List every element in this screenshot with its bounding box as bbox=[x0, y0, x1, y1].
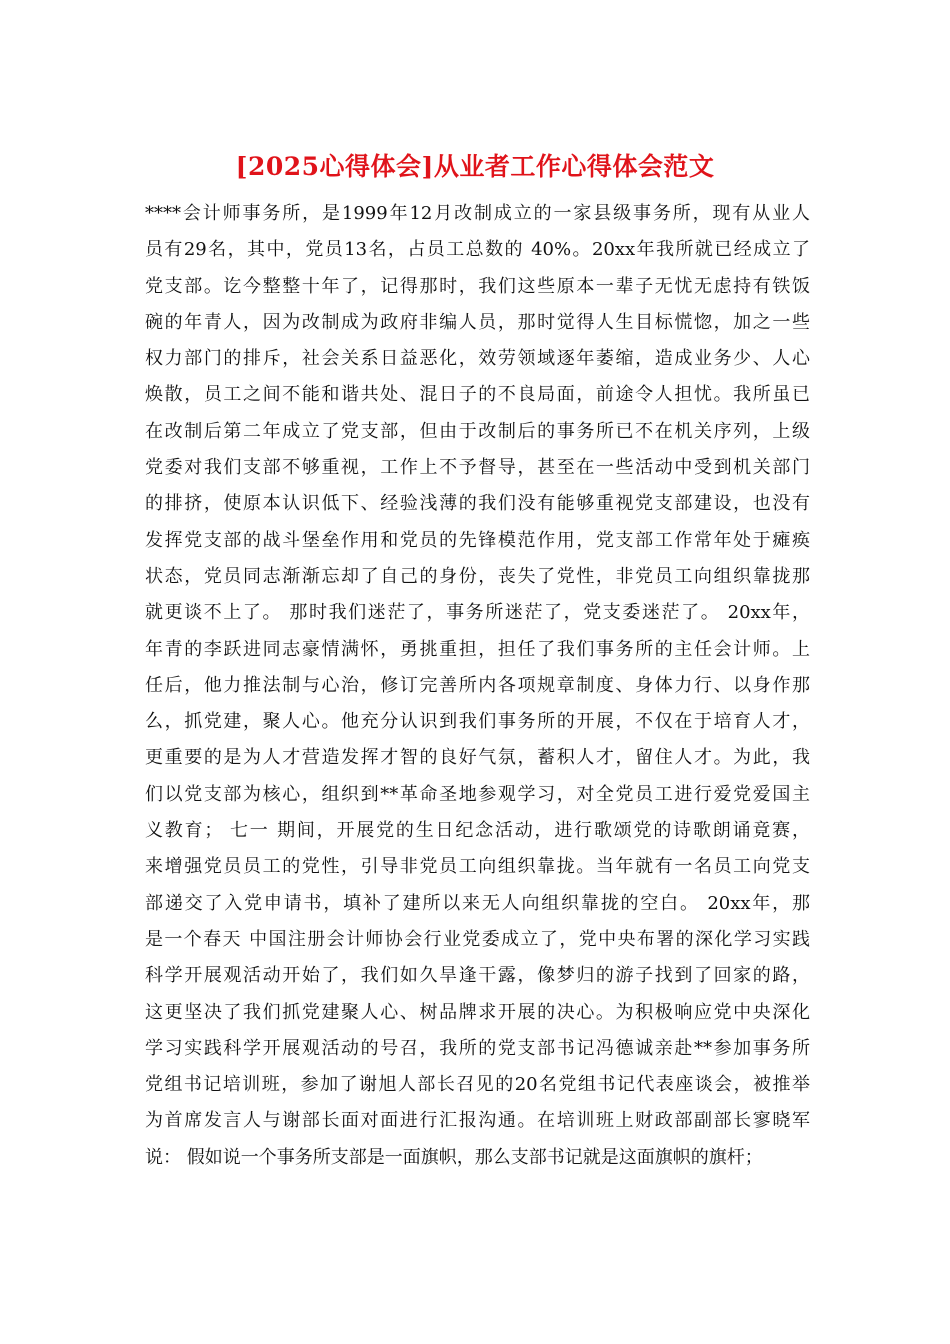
body-line: 学习实践科学开展观活动的号召，我所的党支部书记冯德诚亲赴**参加事务所 bbox=[145, 1037, 810, 1059]
body-line: 为首席发言人与谢部长面对面进行汇报沟通。在培训班上财政部副部长寥晓军 bbox=[145, 1110, 810, 1132]
body-line: 么，抓党建，聚人心。他充分认识到我们事务所的开展，不仅在于培育人才， bbox=[145, 711, 810, 733]
body-line: 焕散，员工之间不能和谐共处、混日子的不良局面，前途令人担忧。我所虽已 bbox=[145, 384, 810, 406]
body-line: 部递交了入党申请书，填补了建所以来无人向组织靠拢的空白。 20xx年，那 bbox=[145, 892, 810, 914]
body-line: 党组书记培训班，参加了谢旭人部长召见的20名党组书记代表座谈会，被推举 bbox=[145, 1074, 810, 1096]
body-line: 状态，党员同志渐渐忘却了自己的身份，丧失了党性，非党员工向组织靠拢那 bbox=[145, 565, 810, 587]
document-body bbox=[145, 196, 810, 1176]
body-line: 说： 假如说一个事务所支部是一面旗帜，那么支部书记就是这面旗帜的旗杆； bbox=[145, 1146, 763, 1168]
document-title: [2025心得体会]从业者工作心得体会范文 bbox=[235, 152, 715, 181]
body-line: 任后，他力推法制与心治，修订完善所内各项规章制度、身体力行、以身作那 bbox=[145, 674, 810, 696]
body-line: 的排挤，使原本认识低下、经验浅薄的我们没有能够重视党支部建设，也没有 bbox=[145, 493, 810, 515]
body-line: 科学开展观活动开始了，我们如久旱逢干露，像梦归的游子找到了回家的路， bbox=[145, 965, 810, 987]
body-line: 员有29名，其中，党员13名，占员工总数的 40%。20xx年我所就已经成立了 bbox=[145, 239, 810, 261]
body-line: 是一个春天 中国注册会计师协会行业党委成立了，党中央布署的深化学习实践 bbox=[145, 928, 810, 950]
body-line: 更重要的是为人才营造发挥才智的良好气氛，蓄积人才，留住人才。为此，我 bbox=[145, 747, 810, 769]
body-line: 碗的年青人，因为改制成为政府非编人员，那时觉得人生目标慌惚，加之一些 bbox=[145, 311, 810, 333]
body-line: 党支部。讫今整整十年了，记得那时，我们这些原本一辈子无忧无虑持有铁饭 bbox=[145, 275, 810, 297]
body-line: 们以党支部为核心，组织到**革命圣地参观学习，对全党员工进行爱党爱国主 bbox=[145, 783, 810, 805]
body-line: 在改制后第二年成立了党支部，但由于改制后的事务所已不在机关序列，上级 bbox=[145, 420, 810, 442]
body-line: ****会计师事务所，是1999年12月改制成立的一家县级事务所，现有从业人 bbox=[145, 203, 810, 224]
body-line: 这更坚决了我们抓党建聚人心、树品牌求开展的决心。为积极响应党中央深化 bbox=[145, 1001, 810, 1023]
body-line: 来增强党员员工的党性，引导非党员工向组织靠拢。当年就有一名员工向党支 bbox=[145, 856, 810, 878]
body-line: 权力部门的排斥，社会关系日益恶化，效劳领域逐年萎缩，造成业务少、人心 bbox=[145, 348, 810, 370]
body-line: 就更谈不上了。 那时我们迷茫了，事务所迷茫了，党支委迷茫了。 20xx年， bbox=[145, 602, 810, 624]
body-line: 发挥党支部的战斗堡垒作用和党员的先锋模范作用，党支部工作常年处于瘫痪 bbox=[145, 529, 810, 551]
body-line: 义教育； 七一 期间，开展党的生日纪念活动，进行歌颂党的诗歌朗诵竟赛， bbox=[145, 820, 810, 842]
body-line: 年青的李跃进同志豪情满怀，勇挑重担，担任了我们事务所的主任会计师。上 bbox=[145, 638, 810, 660]
body-line: 党委对我们支部不够重视，工作上不予督导，甚至在一些活动中受到机关部门 bbox=[145, 457, 810, 479]
